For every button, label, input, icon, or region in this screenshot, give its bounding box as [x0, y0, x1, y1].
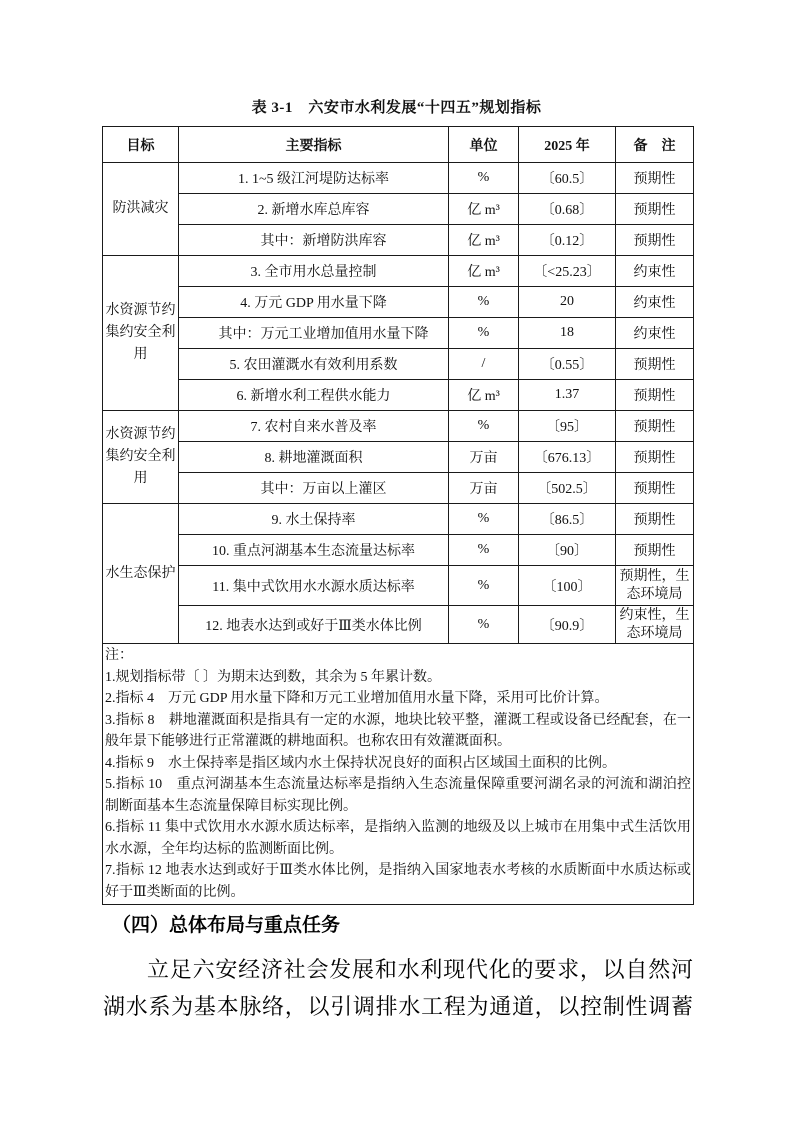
value-cell: 〔90.9〕: [519, 606, 616, 644]
unit-cell: 亿 m³: [449, 380, 519, 411]
unit-cell: 亿 m³: [449, 194, 519, 225]
indicators-table-wrapper: [102, 126, 693, 905]
table-row: [103, 194, 694, 225]
value-cell: 〔90〕: [519, 535, 616, 566]
remark-cell: 预期性: [616, 411, 694, 442]
indicator-cell: 12. 地表水达到或好于Ⅲ类水体比例: [179, 606, 449, 644]
note-item: 7.指标 12 地表水达到或好于Ⅲ类水体比例，是指纳入国家地表水考核的水质断面中水质达标或好于Ⅲ类断面的比例。: [105, 863, 691, 900]
indicator-cell: 11. 集中式饮用水水源水质达标率: [179, 566, 449, 606]
unit-cell: %: [449, 566, 519, 606]
indicator-cell: 9. 水土保持率: [179, 504, 449, 535]
indicator-cell: 其中：新增防洪库容: [179, 225, 449, 256]
note-item: 1.规划指标带〔 〕为期末达到数，其余为 5 年累计数。: [105, 669, 441, 685]
indicators-table: [102, 126, 694, 905]
indicator-cell: 7. 农村自来水普及率: [179, 411, 449, 442]
value-cell: 〔<25.23〕: [519, 256, 616, 287]
table-row: [103, 256, 694, 287]
note-item: 2.指标 4 万元 GDP 用水量下降和万元工业增加值用水量下降，采用可比价计算。: [105, 691, 609, 706]
remark-cell: 约束性: [616, 318, 694, 349]
section-paragraph: 立足六安经济社会发展和水利现代化的要求，以自然河湖水系为基本脉络，以引调排水工程为通道，以控制性调蓄: [103, 957, 693, 1019]
value-cell: 〔95〕: [519, 411, 616, 442]
note-item: 6.指标 11 集中式饮用水水源水质达标率，是指纳入监测的地级及以上城市在用集中式生活饮用水水源，全年均达标的监测断面比例。: [105, 820, 691, 857]
table-row: [103, 535, 694, 566]
table-row: [103, 163, 694, 194]
remark-cell: 预期性: [616, 225, 694, 256]
value-cell: 〔0.68〕: [519, 194, 616, 225]
table-row: [103, 349, 694, 380]
goal-cell: 水资源节约集约安全利用: [103, 411, 179, 504]
value-cell: 1.37: [519, 380, 616, 411]
value-cell: 〔60.5〕: [519, 163, 616, 194]
indicator-cell: 5. 农田灌溉水有效利用系数: [179, 349, 449, 380]
unit-cell: %: [449, 287, 519, 318]
unit-cell: %: [449, 504, 519, 535]
header-remark: 备 注: [616, 127, 694, 163]
remark-cell: 约束性，生态环境局: [616, 606, 694, 644]
unit-cell: %: [449, 318, 519, 349]
note-item: 3.指标 8 耕地灌溉面积是指具有一定的水源，地块比较平整，灌溉工程或设备已经配套，在一般年景下能够进行正常灌溉的耕地面积。也称农田有效灌溉面积。: [105, 712, 691, 749]
unit-cell: %: [449, 163, 519, 194]
table-row: [103, 411, 694, 442]
table-title: 表 3-1 六安市水利发展“十四五”规划指标: [251, 100, 542, 116]
note-item: 5.指标 10 重点河湖基本生态流量达标率是指纳入生态流量保障重要河湖名录的河流和湖泊控制断面基本生态流量保障目标实现比例。: [105, 777, 691, 814]
value-cell: 〔86.5〕: [519, 504, 616, 535]
indicator-cell: 3. 全市用水总量控制: [179, 256, 449, 287]
value-cell: 〔0.12〕: [519, 225, 616, 256]
unit-cell: 万亩: [449, 473, 519, 504]
remark-cell: 预期性: [616, 535, 694, 566]
remark-cell: 预期性: [616, 473, 694, 504]
indicator-cell: 2. 新增水库总库容: [179, 194, 449, 225]
remark-cell: 预期性: [616, 380, 694, 411]
value-cell: 〔676.13〕: [519, 442, 616, 473]
value-cell: 〔502.5〕: [519, 473, 616, 504]
unit-cell: /: [449, 349, 519, 380]
table-row: [103, 473, 694, 504]
unit-cell: 亿 m³: [449, 225, 519, 256]
table-row: [103, 504, 694, 535]
indicator-cell: 6. 新增水利工程供水能力: [179, 380, 449, 411]
section-heading: （四）总体布局与重点任务: [112, 915, 341, 936]
remark-cell: 约束性: [616, 256, 694, 287]
unit-cell: %: [449, 411, 519, 442]
table-header-row: [103, 127, 694, 163]
indicator-cell: 其中：万元工业增加值用水量下降: [179, 318, 449, 349]
table-row: [103, 606, 694, 644]
goal-cell: 水资源节约集约安全利用: [103, 256, 179, 411]
indicator-cell: 1. 1~5 级江河堤防达标率: [179, 163, 449, 194]
table-notes-row: [103, 644, 694, 905]
unit-cell: 亿 m³: [449, 256, 519, 287]
remark-cell: 预期性: [616, 163, 694, 194]
indicator-cell: 4. 万元 GDP 用水量下降: [179, 287, 449, 318]
value-cell: 〔0.55〕: [519, 349, 616, 380]
indicator-cell: 10. 重点河湖基本生态流量达标率: [179, 535, 449, 566]
table-row: [103, 442, 694, 473]
notes-label: 注：: [105, 648, 133, 663]
table-notes-cell: [103, 644, 694, 905]
value-cell: 18: [519, 318, 616, 349]
header-unit: 单位: [449, 127, 519, 163]
indicator-cell: 其中：万亩以上灌区: [179, 473, 449, 504]
unit-cell: %: [449, 535, 519, 566]
remark-cell: 预期性: [616, 194, 694, 225]
goal-cell: 防洪减灾: [103, 163, 179, 256]
remark-cell: 预期性，生态环境局: [616, 566, 694, 606]
indicator-cell: 8. 耕地灌溉面积: [179, 442, 449, 473]
table-row: [103, 318, 694, 349]
table-row: [103, 225, 694, 256]
goal-cell: 水生态保护: [103, 504, 179, 644]
table-row: [103, 566, 694, 606]
remark-cell: 预期性: [616, 504, 694, 535]
note-item: 4.指标 9 水土保持率是指区域内水土保持状况良好的面积占区域国土面积的比例。: [105, 755, 616, 771]
unit-cell: 万亩: [449, 442, 519, 473]
value-cell: 20: [519, 287, 616, 318]
remark-cell: 约束性: [616, 287, 694, 318]
header-main-indicator: 主要指标: [179, 127, 449, 163]
remark-cell: 预期性: [616, 442, 694, 473]
header-goal: 目标: [103, 127, 179, 163]
remark-cell: 预期性: [616, 349, 694, 380]
unit-cell: %: [449, 606, 519, 644]
header-2025: 2025 年: [519, 127, 616, 163]
table-row: [103, 380, 694, 411]
value-cell: 〔100〕: [519, 566, 616, 606]
table-row: [103, 287, 694, 318]
